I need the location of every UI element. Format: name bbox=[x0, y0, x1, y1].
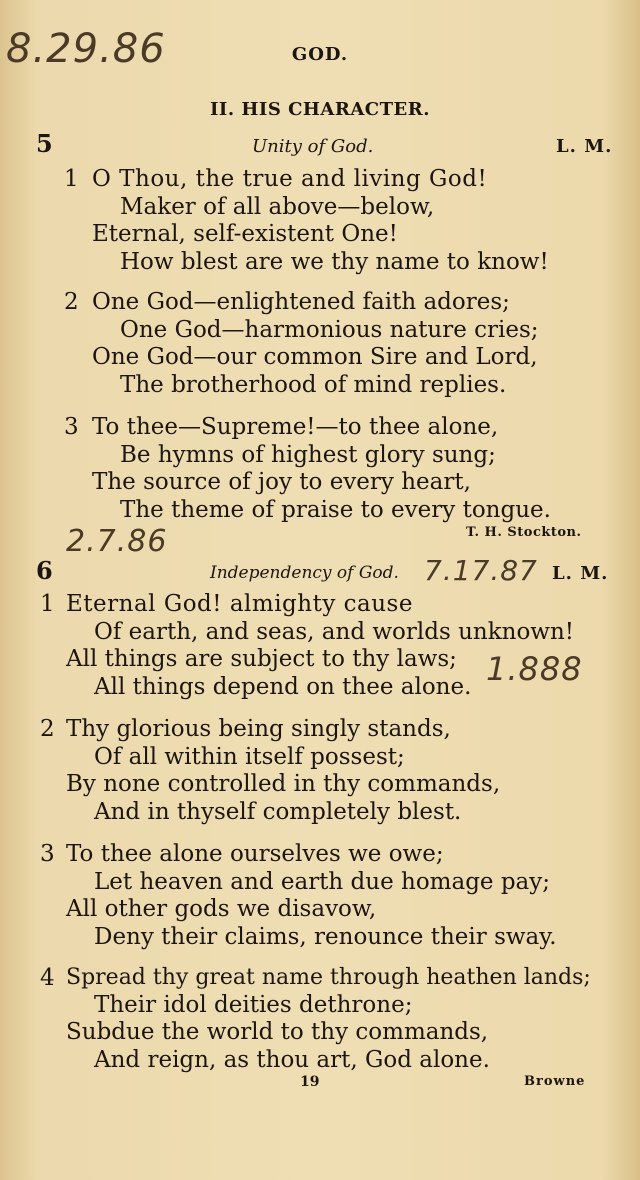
stanza-number: 2 bbox=[64, 289, 79, 315]
hymn-author: T. H. Stockton. bbox=[466, 525, 582, 540]
verse-line: The theme of praise to every tongue. bbox=[120, 497, 551, 523]
small-caps-text: Eternal God! almighty cause bbox=[66, 591, 413, 617]
hymn-meter: L. M. bbox=[556, 136, 613, 157]
verse-line: Their idol deities dethrone; bbox=[94, 992, 413, 1018]
hymn-title: Independency of God. bbox=[210, 563, 399, 583]
verse-line: One God—harmonious nature cries; bbox=[120, 317, 539, 343]
verse-line: By none controlled in thy commands, bbox=[66, 771, 501, 797]
hymn-title: Unity of God. bbox=[252, 136, 374, 157]
handwritten-date: 7.17.87 bbox=[424, 554, 538, 587]
hymn-meter: L. M. bbox=[552, 563, 609, 584]
handwritten-number: 1.888 bbox=[486, 650, 583, 688]
verse-line bbox=[92, 165, 487, 193]
verse-line: To thee alone ourselves we owe; bbox=[66, 841, 444, 867]
verse-line: Deny their claims, renounce their sway. bbox=[94, 924, 557, 950]
hymn-author: Browne bbox=[524, 1074, 586, 1089]
verse-line: Spread thy great name through heathen lands; bbox=[66, 965, 591, 990]
page-number: 19 bbox=[300, 1074, 320, 1090]
verse-line: And reign, as thou art, God alone. bbox=[94, 1047, 490, 1073]
small-caps-text: O Thou, the true and living God! bbox=[92, 166, 488, 192]
verse-line: To thee—Supreme!—to thee alone, bbox=[92, 414, 499, 440]
hymn-number: 6 bbox=[36, 556, 53, 585]
verse-line: Of all within itself possest; bbox=[94, 744, 405, 770]
stanza-number: 2 bbox=[40, 716, 55, 742]
handwritten-date: 2.7.86 bbox=[66, 524, 168, 559]
verse-line: Be hymns of highest glory sung; bbox=[120, 442, 496, 468]
verse-line bbox=[66, 590, 413, 618]
verse-line: Subdue the world to thy commands, bbox=[66, 1019, 489, 1045]
verse-line: Of earth, and seas, and worlds unknown! bbox=[94, 619, 575, 645]
stanza-number: 3 bbox=[64, 414, 79, 440]
verse-line: Eternal, self-existent One! bbox=[92, 221, 398, 247]
section-title: II. HIS CHARACTER. bbox=[210, 99, 430, 120]
verse-line: Thy glorious being singly stands, bbox=[66, 716, 451, 742]
verse-line: The brotherhood of mind replies. bbox=[120, 372, 507, 398]
stanza-number: 3 bbox=[40, 841, 55, 867]
stanza-number: 1 bbox=[64, 166, 79, 192]
verse-line: Maker of all above—below, bbox=[120, 194, 435, 220]
stanza-number: 4 bbox=[40, 965, 55, 991]
verse-line: All things depend on thee alone. bbox=[94, 674, 472, 700]
verse-line: And in thyself completely blest. bbox=[94, 799, 462, 825]
running-head: GOD. bbox=[291, 44, 349, 65]
handwritten-date-top: 8.29.86 bbox=[6, 26, 166, 72]
verse-line: All things are subject to thy laws; bbox=[66, 646, 457, 672]
verse-line: One God—our common Sire and Lord, bbox=[92, 344, 538, 370]
verse-line: Let heaven and earth due homage pay; bbox=[94, 869, 551, 895]
hymn-number: 5 bbox=[36, 129, 53, 158]
verse-line: One God—enlightened faith adores; bbox=[92, 289, 510, 315]
verse-line: How blest are we thy name to know! bbox=[120, 249, 549, 275]
stanza-number: 1 bbox=[40, 591, 55, 617]
verse-line: The source of joy to every heart, bbox=[92, 469, 471, 495]
verse-line: All other gods we disavow, bbox=[66, 896, 377, 922]
